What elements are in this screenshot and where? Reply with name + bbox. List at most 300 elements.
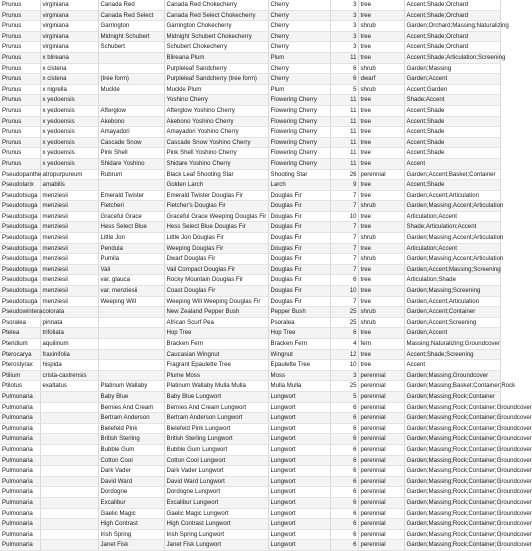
cell-genus[interactable]: Pulmonaria [0,434,40,445]
cell-species[interactable]: menziesii [40,275,98,286]
cell-cultivar[interactable] [98,63,164,74]
cell-plant-type[interactable]: shrub [358,254,404,265]
cell-uses[interactable]: Garden;Massing;Rock;Container;Groundcover [404,508,500,519]
cell-genus[interactable]: Prunus [0,137,40,148]
table-row[interactable] [0,286,500,297]
cell-plant-group[interactable]: Shooting Star [268,169,330,180]
cell-common-name[interactable]: Fletcher's Douglas Fir [164,201,268,212]
cell-genus[interactable]: Pulmonaria [0,413,40,424]
cell-plant-group[interactable]: Lungwort [268,497,330,508]
cell-zone[interactable]: 3 [330,370,358,381]
cell-plant-type[interactable]: tree [358,105,404,116]
cell-genus[interactable]: Prunus [0,52,40,63]
cell-plant-group[interactable]: Pepper Bush [268,307,330,318]
cell-uses[interactable]: Garden;Accent;Articulation [404,296,500,307]
cell-plant-type[interactable]: tree [358,328,404,339]
cell-zone[interactable]: 11 [330,148,358,159]
cell-plant-group[interactable]: Douglas Fir [268,275,330,286]
cell-genus[interactable]: Pulmonaria [0,529,40,540]
cell-plant-type[interactable]: tree [358,190,404,201]
cell-species[interactable]: amabilis [40,180,98,191]
cell-zone[interactable]: 6 [330,444,358,455]
cell-uses[interactable]: Garden;Accent;Massing;Screening [404,264,500,275]
cell-common-name[interactable]: Black Leaf Shooting Star [164,169,268,180]
cell-common-name[interactable]: Canada Red Select Chokecherry [164,10,268,21]
cell-species[interactable]: hispida [40,360,98,371]
cell-common-name[interactable]: Dwarf Douglas Fir [164,254,268,265]
cell-plant-type[interactable]: tree [358,0,404,10]
cell-plant-type[interactable]: tree [358,180,404,191]
cell-genus[interactable]: Prunus [0,42,40,53]
cell-common-name[interactable]: Midnight Schubert Chokecherry [164,31,268,42]
cell-zone[interactable]: 6 [330,540,358,551]
table-row[interactable] [0,540,500,551]
cell-species[interactable] [40,508,98,519]
table-row[interactable] [0,508,500,519]
cell-zone[interactable]: 25 [330,381,358,392]
cell-zone[interactable]: 5 [330,84,358,95]
cell-common-name[interactable]: Cascade Snow Yoshino Cherry [164,137,268,148]
cell-uses[interactable]: Garden;Massing;Rock;Container;Groundcover [404,402,500,413]
table-row[interactable] [0,21,500,32]
cell-zone[interactable]: 9 [330,180,358,191]
cell-species[interactable]: x nigrella [40,84,98,95]
cell-species[interactable]: x blireana [40,52,98,63]
cell-plant-type[interactable]: tree [358,349,404,360]
cell-plant-type[interactable]: tree [358,148,404,159]
cell-cultivar[interactable]: Emerald Twister [98,190,164,201]
table-row[interactable] [0,519,500,530]
cell-common-name[interactable]: Schubert Chokecherry [164,42,268,53]
cell-genus[interactable]: Prunus [0,63,40,74]
cell-cultivar[interactable]: (tree form) [98,74,164,85]
cell-plant-type[interactable]: shrub [358,63,404,74]
cell-uses[interactable]: Garden;Accent [404,328,500,339]
table-row[interactable] [0,381,500,392]
cell-genus[interactable]: Prunus [0,21,40,32]
cell-zone[interactable]: 5 [330,391,358,402]
cell-cultivar[interactable] [98,95,164,106]
cell-zone[interactable]: 11 [330,116,358,127]
cell-cultivar[interactable] [98,339,164,350]
cell-plant-type[interactable]: tree [358,264,404,275]
table-row[interactable] [0,243,500,254]
cell-uses[interactable]: Garden;Massing;Screening [404,286,500,297]
cell-genus[interactable]: Pulmonaria [0,444,40,455]
table-row[interactable] [0,84,500,95]
table-row[interactable] [0,455,500,466]
cell-common-name[interactable]: Garrington Chokecherry [164,21,268,32]
cell-common-name[interactable]: Yoshino Cherry [164,95,268,106]
cell-species[interactable]: exaltatus [40,381,98,392]
cell-plant-type[interactable]: tree [358,243,404,254]
cell-common-name[interactable]: Baby Blue Lungwort [164,391,268,402]
table-row[interactable] [0,201,500,212]
cell-cultivar[interactable]: Platinum Wallaby [98,381,164,392]
table-row[interactable] [0,402,500,413]
cell-common-name[interactable]: Bielefeld Pink Lungwort [164,423,268,434]
cell-uses[interactable]: Garden;Massing;Rock;Container;Groundcover [404,476,500,487]
cell-species[interactable] [40,423,98,434]
cell-cultivar[interactable]: Little Jon [98,233,164,244]
cell-genus[interactable]: Pseudotsuga [0,264,40,275]
cell-genus[interactable]: Prunus [0,158,40,169]
cell-zone[interactable]: 3 [330,0,358,10]
cell-plant-type[interactable]: tree [358,211,404,222]
cell-zone[interactable]: 3 [330,42,358,53]
table-row[interactable] [0,169,500,180]
cell-plant-type[interactable]: perennial [358,455,404,466]
cell-plant-type[interactable]: perennial [358,434,404,445]
cell-cultivar[interactable]: Janet Fisk [98,540,164,551]
cell-common-name[interactable]: Plume Moss [164,370,268,381]
cell-plant-type[interactable]: perennial [358,466,404,477]
cell-genus[interactable]: Pterostyrax [0,360,40,371]
cell-uses[interactable]: Garden;Massing;Rock;Container;Groundcover [404,466,500,477]
cell-zone[interactable]: 6 [330,508,358,519]
cell-plant-group[interactable]: Cherry [268,42,330,53]
cell-species[interactable]: menziesii [40,243,98,254]
table-row[interactable] [0,95,500,106]
cell-plant-group[interactable]: Lungwort [268,413,330,424]
cell-cultivar[interactable] [98,370,164,381]
cell-cultivar[interactable] [98,307,164,318]
cell-zone[interactable]: 11 [330,52,358,63]
cell-zone[interactable]: 11 [330,127,358,138]
cell-plant-group[interactable]: Lungwort [268,391,330,402]
cell-cultivar[interactable]: Baby Blue [98,391,164,402]
cell-plant-type[interactable]: tree [358,296,404,307]
cell-cultivar[interactable]: Graceful Grace [98,211,164,222]
table-row[interactable] [0,42,500,53]
cell-uses[interactable]: Garden;Orchard;Massing;Naturalizing [404,21,500,32]
table-row[interactable] [0,0,500,10]
cell-zone[interactable]: 7 [330,201,358,212]
cell-uses[interactable]: Shade;Articulation;Accent [404,222,500,233]
cell-plant-group[interactable]: Flowering Cherry [268,95,330,106]
cell-uses[interactable]: Garden;Massing;Accent;Articulation [404,254,500,265]
cell-plant-type[interactable]: perennial [358,444,404,455]
cell-cultivar[interactable] [98,328,164,339]
cell-genus[interactable]: Pseudotsuga [0,286,40,297]
cell-plant-group[interactable]: Lungwort [268,519,330,530]
cell-uses[interactable]: Garden;Massing;Accent;Articulation [404,201,500,212]
cell-common-name[interactable]: Pink Shell Yoshino Cherry [164,148,268,159]
table-row[interactable] [0,529,500,540]
cell-uses[interactable]: Garden;Massing [404,63,500,74]
cell-species[interactable] [40,540,98,551]
table-row[interactable] [0,466,500,477]
cell-plant-type[interactable]: perennial [358,540,404,551]
cell-genus[interactable]: Pseudotsuga [0,211,40,222]
cell-common-name[interactable]: Little Jon Douglas Fir [164,233,268,244]
table-row[interactable] [0,116,500,127]
cell-genus[interactable]: Pulmonaria [0,391,40,402]
cell-uses[interactable]: Accent;Garden [404,84,500,95]
cell-zone[interactable]: 6 [330,476,358,487]
cell-species[interactable]: x yedoensis [40,105,98,116]
table-row[interactable] [0,105,500,116]
cell-common-name[interactable]: New Zealand Pepper Bush [164,307,268,318]
cell-species[interactable]: colorata [40,307,98,318]
table-row[interactable] [0,137,500,148]
cell-cultivar[interactable]: Cotton Cool [98,455,164,466]
cell-genus[interactable]: Pterocarya [0,349,40,360]
cell-uses[interactable]: Garden;Massing;Rock;Container;Groundcover [404,444,500,455]
cell-common-name[interactable]: Akebono Yoshino Cherry [164,116,268,127]
cell-species[interactable]: menziesii [40,296,98,307]
cell-plant-type[interactable]: perennial [358,508,404,519]
table-row[interactable] [0,370,500,381]
cell-common-name[interactable]: British Sterling Lungwort [164,434,268,445]
cell-common-name[interactable]: David Ward Lungwort [164,476,268,487]
cell-species[interactable]: menziesii [40,233,98,244]
cell-plant-group[interactable]: Lungwort [268,434,330,445]
table-row[interactable] [0,158,500,169]
cell-plant-group[interactable]: Cherry [268,10,330,21]
cell-zone[interactable]: 6 [330,328,358,339]
cell-uses[interactable]: Accent [404,158,500,169]
cell-genus[interactable]: Pseudotsuga [0,201,40,212]
cell-cultivar[interactable] [98,349,164,360]
cell-species[interactable]: virginiana [40,21,98,32]
cell-genus[interactable]: Prunus [0,105,40,116]
cell-genus[interactable]: Prunus [0,0,40,10]
cell-plant-type[interactable]: perennial [358,370,404,381]
cell-plant-group[interactable]: Cherry [268,31,330,42]
cell-plant-group[interactable]: Flowering Cherry [268,137,330,148]
cell-zone[interactable]: 10 [330,286,358,297]
cell-common-name[interactable]: Rocky Mountain Douglas Fir [164,275,268,286]
table-row[interactable] [0,391,500,402]
cell-plant-group[interactable]: Douglas Fir [268,211,330,222]
table-row[interactable] [0,328,500,339]
cell-genus[interactable]: Prunus [0,74,40,85]
cell-plant-type[interactable]: shrub [358,307,404,318]
cell-genus[interactable]: Psoralea [0,317,40,328]
cell-genus[interactable]: Pulmonaria [0,519,40,530]
cell-common-name[interactable]: High Contrast Lungwort [164,519,268,530]
cell-common-name[interactable]: Platinum Wallaby Mulla Mulla [164,381,268,392]
cell-zone[interactable]: 3 [330,31,358,42]
cell-plant-group[interactable]: Douglas Fir [268,190,330,201]
cell-species[interactable] [40,497,98,508]
cell-plant-group[interactable]: Lungwort [268,529,330,540]
cell-species[interactable] [40,519,98,530]
cell-plant-group[interactable]: Epaulette Tree [268,360,330,371]
table-row[interactable] [0,360,500,371]
cell-plant-type[interactable]: perennial [358,497,404,508]
cell-genus[interactable]: Prunus [0,127,40,138]
table-row[interactable] [0,10,500,21]
cell-cultivar[interactable]: Canada Red [98,0,164,10]
cell-plant-group[interactable]: Flowering Cherry [268,105,330,116]
cell-cultivar[interactable]: Pumila [98,254,164,265]
cell-zone[interactable]: 25 [330,317,358,328]
cell-genus[interactable]: Pseudotsuga [0,222,40,233]
cell-uses[interactable]: Garden;Massing;Rock;Container;Groundcover [404,540,500,551]
cell-genus[interactable]: Pseudotsuga [0,233,40,244]
cell-species[interactable] [40,455,98,466]
cell-genus[interactable]: Pseudowintera [0,307,40,318]
cell-uses[interactable]: Articulation;Accent [404,243,500,254]
table-row[interactable] [0,487,500,498]
cell-plant-type[interactable]: perennial [358,487,404,498]
cell-cultivar[interactable]: Rubrum [98,169,164,180]
cell-uses[interactable]: Accent;Shade [404,180,500,191]
cell-zone[interactable]: 7 [330,254,358,265]
cell-cultivar[interactable]: Weeping Will [98,296,164,307]
cell-uses[interactable]: Garden;Accent;Articulation [404,190,500,201]
cell-common-name[interactable]: Afterglow Yoshino Cherry [164,105,268,116]
cell-genus[interactable]: Prunus [0,148,40,159]
cell-plant-group[interactable]: Cherry [268,63,330,74]
cell-cultivar[interactable]: Cascade Snow [98,137,164,148]
cell-plant-type[interactable]: perennial [358,169,404,180]
cell-plant-type[interactable]: perennial [358,476,404,487]
cell-cultivar[interactable]: Akebono [98,116,164,127]
cell-cultivar[interactable]: David Ward [98,476,164,487]
cell-common-name[interactable]: Dark Vader Lungwort [164,466,268,477]
table-row[interactable] [0,52,500,63]
cell-plant-group[interactable]: Lungwort [268,423,330,434]
cell-genus[interactable]: Pseudotsuga [0,243,40,254]
cell-species[interactable]: menziesii [40,190,98,201]
cell-species[interactable]: x yedoensis [40,137,98,148]
cell-plant-type[interactable]: shrub [358,233,404,244]
cell-species[interactable]: virginiana [40,10,98,21]
cell-cultivar[interactable]: British Sterling [98,434,164,445]
cell-cultivar[interactable]: Bernies And Cream [98,402,164,413]
cell-cultivar[interactable] [98,52,164,63]
cell-uses[interactable]: Accent;Shade [404,105,500,116]
cell-plant-group[interactable]: Psoralea [268,317,330,328]
cell-plant-group[interactable]: Flowering Cherry [268,116,330,127]
cell-plant-group[interactable]: Flowering Cherry [268,148,330,159]
cell-cultivar[interactable]: Fletcheri [98,201,164,212]
cell-plant-group[interactable]: Flowering Cherry [268,158,330,169]
cell-uses[interactable]: Accent;Shade [404,137,500,148]
cell-plant-group[interactable]: Plum [268,84,330,95]
cell-cultivar[interactable]: Dordogne [98,487,164,498]
cell-species[interactable]: menziesii [40,222,98,233]
cell-plant-type[interactable]: tree [358,137,404,148]
cell-cultivar[interactable]: Midnight Schubert [98,31,164,42]
cell-species[interactable] [40,391,98,402]
cell-cultivar[interactable] [98,360,164,371]
cell-plant-group[interactable]: Larch [268,180,330,191]
cell-cultivar[interactable]: Amayadori [98,127,164,138]
cell-species[interactable]: x yedoensis [40,127,98,138]
table-row[interactable] [0,307,500,318]
cell-uses[interactable]: Garden;Accent;Basket;Container [404,169,500,180]
cell-plant-type[interactable]: perennial [358,402,404,413]
cell-genus[interactable]: Pteridium [0,339,40,350]
cell-cultivar[interactable]: Excalibur [98,497,164,508]
cell-cultivar[interactable]: var. glauca [98,275,164,286]
cell-species[interactable]: menziesii [40,201,98,212]
cell-species[interactable]: fraxinifolia [40,349,98,360]
cell-common-name[interactable]: Purpleleaf Sandcherry (tree form) [164,74,268,85]
table-row[interactable] [0,180,500,191]
cell-common-name[interactable]: Hess Select Blue Douglas Fir [164,222,268,233]
cell-common-name[interactable]: Weeping Douglas Fir [164,243,268,254]
cell-common-name[interactable]: Irish Spring Lungwort [164,529,268,540]
cell-uses[interactable]: Accent;Shade;Articulation;Screening [404,52,500,63]
cell-cultivar[interactable]: var. menziesii [98,286,164,297]
cell-common-name[interactable]: Coast Douglas Fir [164,286,268,297]
table-row[interactable] [0,317,500,328]
cell-zone[interactable]: 6 [330,74,358,85]
cell-zone[interactable]: 11 [330,137,358,148]
cell-cultivar[interactable]: Bubble Gum [98,444,164,455]
cell-uses[interactable]: Garden;Massing;Accent;Articulation [404,233,500,244]
cell-cultivar[interactable]: Pendula [98,243,164,254]
cell-genus[interactable]: Pulmonaria [0,476,40,487]
cell-genus[interactable]: Pulmonaria [0,508,40,519]
cell-common-name[interactable]: Bertram Anderson Lungwort [164,413,268,424]
cell-cultivar[interactable]: Canada Red Select [98,10,164,21]
cell-plant-type[interactable]: fern [358,339,404,350]
cell-genus[interactable]: Pseudotsuga [0,254,40,265]
cell-species[interactable]: virginiana [40,0,98,10]
cell-plant-group[interactable]: Lungwort [268,476,330,487]
cell-zone[interactable]: 6 [330,423,358,434]
cell-plant-type[interactable]: perennial [358,391,404,402]
cell-cultivar[interactable]: Schubert [98,42,164,53]
cell-uses[interactable]: Accent;Shade;Screening [404,349,500,360]
cell-zone[interactable]: 6 [330,275,358,286]
cell-common-name[interactable]: Amayadori Yoshino Cherry [164,127,268,138]
cell-species[interactable]: x yedoensis [40,158,98,169]
cell-plant-type[interactable]: tree [358,127,404,138]
cell-uses[interactable]: Garden;Massing;Rock;Container;Groundcover [404,519,500,530]
table-row[interactable] [0,296,500,307]
cell-uses[interactable]: Accent;Shade [404,116,500,127]
cell-plant-group[interactable]: Flowering Cherry [268,127,330,138]
cell-plant-group[interactable]: Douglas Fir [268,243,330,254]
table-row[interactable] [0,74,500,85]
cell-plant-group[interactable]: Douglas Fir [268,296,330,307]
cell-species[interactable]: x yedoensis [40,116,98,127]
cell-plant-type[interactable]: shrub [358,21,404,32]
table-row[interactable] [0,339,500,350]
cell-plant-group[interactable]: Lungwort [268,402,330,413]
cell-uses[interactable]: Accent;Shade;Orchard [404,0,500,10]
cell-plant-type[interactable]: shrub [358,317,404,328]
cell-genus[interactable]: Pseudopanthe [0,169,40,180]
cell-common-name[interactable]: Muckle Plum [164,84,268,95]
cell-plant-group[interactable]: Plum [268,52,330,63]
table-row[interactable] [0,423,500,434]
cell-common-name[interactable]: Graceful Grace Weeping Douglas Fir [164,211,268,222]
cell-cultivar[interactable]: High Contrast [98,519,164,530]
cell-plant-group[interactable]: Mulla Mulla [268,381,330,392]
cell-common-name[interactable]: Emerald Twister Douglas Fir [164,190,268,201]
cell-uses[interactable]: Garden;Massing;Rock;Container;Groundcover [404,487,500,498]
cell-uses[interactable]: Accent;Shade;Orchard [404,42,500,53]
cell-plant-type[interactable]: tree [358,42,404,53]
cell-zone[interactable]: 3 [330,10,358,21]
cell-zone[interactable]: 6 [330,466,358,477]
cell-zone[interactable]: 7 [330,243,358,254]
cell-uses[interactable]: Garden;Massing;Rock;Container;Groundcover [404,529,500,540]
cell-uses[interactable]: Garden;Accent [404,74,500,85]
table-row[interactable] [0,222,500,233]
cell-plant-type[interactable]: tree [358,286,404,297]
cell-zone[interactable]: 26 [330,169,358,180]
cell-species[interactable] [40,434,98,445]
